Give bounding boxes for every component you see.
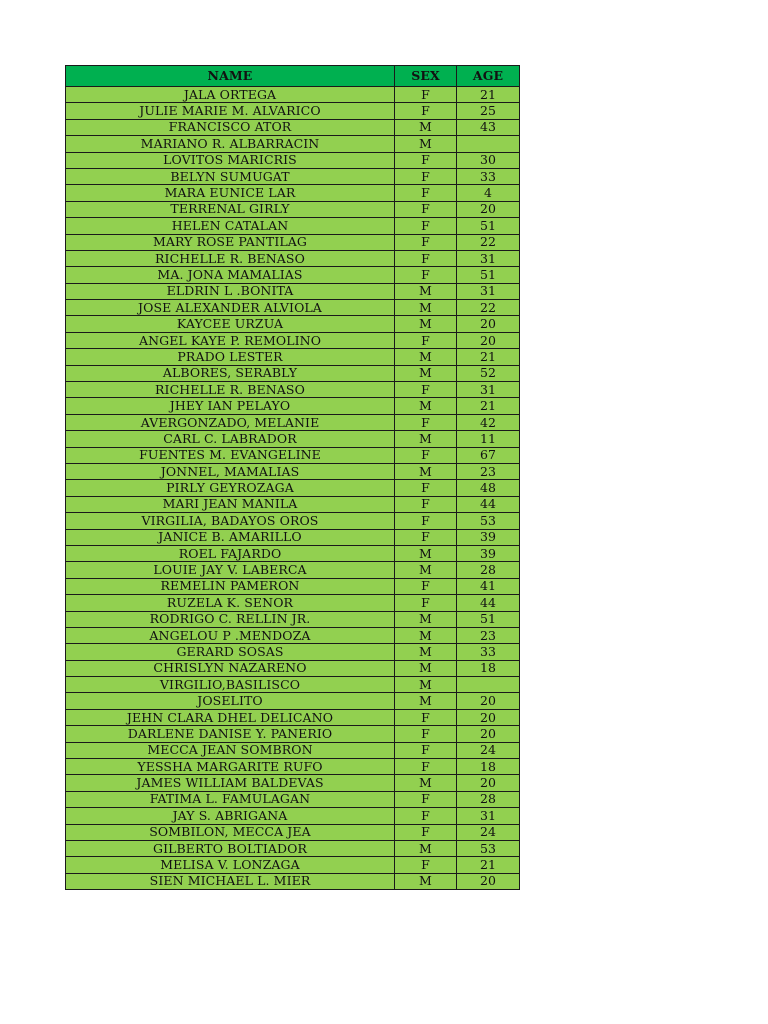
table-row: [66, 562, 520, 578]
table-row: [66, 759, 520, 775]
table-row: [66, 119, 520, 135]
table-row: [66, 660, 520, 676]
age-cell: 28: [457, 791, 520, 807]
table-row: [66, 152, 520, 168]
sex-cell: M: [395, 300, 457, 316]
name-cell: TERRENAL GIRLY: [66, 201, 395, 217]
name-cell: ELDRIN L .BONITA: [66, 283, 395, 299]
age-cell: 39: [457, 545, 520, 561]
table-row: [66, 267, 520, 283]
name-cell: MECCA JEAN SOMBRON: [66, 742, 395, 758]
age-cell: 21: [457, 349, 520, 365]
age-cell: 21: [457, 398, 520, 414]
roster-table: [65, 65, 520, 890]
table-row: [66, 365, 520, 381]
name-cell: DARLENE DANISE Y. PANERIO: [66, 726, 395, 742]
table-row: [66, 742, 520, 758]
age-cell: 51: [457, 218, 520, 234]
age-cell: 4: [457, 185, 520, 201]
name-cell: AVERGONZADO, MELANIE: [66, 414, 395, 430]
sex-cell: F: [395, 218, 457, 234]
age-cell: 23: [457, 627, 520, 643]
age-cell: 18: [457, 759, 520, 775]
sex-cell: F: [395, 185, 457, 201]
name-cell: SIEN MICHAEL L. MIER: [66, 873, 395, 889]
table-row: [66, 677, 520, 693]
name-cell: ANGELOU P .MENDOZA: [66, 627, 395, 643]
name-cell: ALBORES, SERABLY: [66, 365, 395, 381]
sex-cell: M: [395, 660, 457, 676]
sex-cell: F: [395, 578, 457, 594]
name-cell: VIRGILIO,BASILISCO: [66, 677, 395, 693]
sex-cell: F: [395, 447, 457, 463]
age-cell: 31: [457, 250, 520, 266]
name-cell: LOVITOS MARICRIS: [66, 152, 395, 168]
age-cell: 44: [457, 595, 520, 611]
sex-cell: F: [395, 414, 457, 430]
age-cell: 31: [457, 808, 520, 824]
table-row: [66, 316, 520, 332]
age-cell: 21: [457, 857, 520, 873]
table-row: [66, 332, 520, 348]
sex-cell: F: [395, 513, 457, 529]
name-cell: MA. JONA MAMALIAS: [66, 267, 395, 283]
table-row: [66, 808, 520, 824]
age-cell: 30: [457, 152, 520, 168]
sex-cell: M: [395, 119, 457, 135]
age-cell: 33: [457, 168, 520, 184]
table-row: [66, 136, 520, 152]
age-cell: 31: [457, 283, 520, 299]
table-row: [66, 447, 520, 463]
age-cell: 25: [457, 103, 520, 119]
table-row: [66, 168, 520, 184]
age-cell: 52: [457, 365, 520, 381]
table-row: [66, 824, 520, 840]
name-cell: GILBERTO BOLTIADOR: [66, 840, 395, 856]
age-cell: [457, 136, 520, 152]
age-cell: 43: [457, 119, 520, 135]
age-cell: 20: [457, 775, 520, 791]
table-row: [66, 545, 520, 561]
age-cell: 20: [457, 332, 520, 348]
name-cell: JANICE B. AMARILLO: [66, 529, 395, 545]
table-row: [66, 349, 520, 365]
sex-cell: F: [395, 267, 457, 283]
table-row: [66, 480, 520, 496]
table-row: [66, 463, 520, 479]
name-cell: RICHELLE R. BENASO: [66, 382, 395, 398]
name-cell: JEHN CLARA DHEL DELICANO: [66, 709, 395, 725]
name-cell: CHRISLYN NAZARENO: [66, 660, 395, 676]
sex-cell: F: [395, 152, 457, 168]
name-cell: JOSELITO: [66, 693, 395, 709]
name-cell: FUENTES M. EVANGELINE: [66, 447, 395, 463]
table-row: [66, 283, 520, 299]
table-row: [66, 382, 520, 398]
table-row: [66, 595, 520, 611]
age-cell: 31: [457, 382, 520, 398]
table-row: [66, 234, 520, 250]
name-cell: JULIE MARIE M. ALVARICO: [66, 103, 395, 119]
sex-cell: M: [395, 677, 457, 693]
sex-cell: M: [395, 693, 457, 709]
age-cell: 51: [457, 611, 520, 627]
sex-cell: M: [395, 775, 457, 791]
table-row: [66, 857, 520, 873]
sex-cell: M: [395, 316, 457, 332]
sex-cell: M: [395, 873, 457, 889]
table-row: [66, 431, 520, 447]
table-row: [66, 218, 520, 234]
table-row: [66, 201, 520, 217]
sex-cell: M: [395, 365, 457, 381]
sex-cell: M: [395, 644, 457, 660]
roster-body: [66, 87, 520, 890]
name-cell: SOMBILON, MECCA JEA: [66, 824, 395, 840]
table-row: [66, 398, 520, 414]
age-cell: 42: [457, 414, 520, 430]
age-cell: 11: [457, 431, 520, 447]
name-cell: REMELIN PAMERON: [66, 578, 395, 594]
age-cell: 20: [457, 709, 520, 725]
sex-cell: F: [395, 808, 457, 824]
age-cell: 53: [457, 840, 520, 856]
name-column-header: NAME: [66, 66, 395, 87]
name-cell: JAMES WILLIAM BALDEVAS: [66, 775, 395, 791]
age-cell: 53: [457, 513, 520, 529]
header-row: [66, 66, 520, 87]
sex-cell: F: [395, 595, 457, 611]
age-cell: 20: [457, 316, 520, 332]
age-cell: 18: [457, 660, 520, 676]
name-cell: RICHELLE R. BENASO: [66, 250, 395, 266]
age-cell: 20: [457, 726, 520, 742]
name-cell: JHEY IAN PELAYO: [66, 398, 395, 414]
name-cell: FATIMA L. FAMULAGAN: [66, 791, 395, 807]
sex-cell: F: [395, 201, 457, 217]
sex-cell: F: [395, 726, 457, 742]
age-cell: 33: [457, 644, 520, 660]
table-row: [66, 496, 520, 512]
sex-cell: F: [395, 742, 457, 758]
sex-cell: M: [395, 840, 457, 856]
name-cell: RUZELA K. SENOR: [66, 595, 395, 611]
sex-cell: F: [395, 87, 457, 103]
table-row: [66, 840, 520, 856]
sex-cell: M: [395, 136, 457, 152]
age-cell: 22: [457, 300, 520, 316]
table-row: [66, 513, 520, 529]
age-cell: 20: [457, 201, 520, 217]
sex-cell: F: [395, 759, 457, 775]
name-cell: VIRGILIA, BADAYOS OROS: [66, 513, 395, 529]
sex-cell: M: [395, 283, 457, 299]
sex-cell: F: [395, 168, 457, 184]
name-cell: CARL C. LABRADOR: [66, 431, 395, 447]
sex-cell: M: [395, 611, 457, 627]
table-row: [66, 644, 520, 660]
sex-cell: F: [395, 250, 457, 266]
name-cell: LOUIE JAY V. LABERCA: [66, 562, 395, 578]
name-cell: MARI JEAN MANILA: [66, 496, 395, 512]
name-cell: JALA ORTEGA: [66, 87, 395, 103]
name-cell: MELISA V. LONZAGA: [66, 857, 395, 873]
name-cell: MARA EUNICE LAR: [66, 185, 395, 201]
age-cell: 67: [457, 447, 520, 463]
table-row: [66, 775, 520, 791]
age-cell: 28: [457, 562, 520, 578]
sex-cell: F: [395, 709, 457, 725]
table-row: [66, 709, 520, 725]
name-cell: FRANCISCO ATOR: [66, 119, 395, 135]
age-cell: [457, 677, 520, 693]
age-cell: 22: [457, 234, 520, 250]
name-cell: MARY ROSE PANTILAG: [66, 234, 395, 250]
name-cell: RODRIGO C. RELLIN JR.: [66, 611, 395, 627]
age-cell: 21: [457, 87, 520, 103]
name-cell: JOSE ALEXANDER ALVIOLA: [66, 300, 395, 316]
table-row: [66, 529, 520, 545]
sex-cell: M: [395, 545, 457, 561]
sex-cell: F: [395, 529, 457, 545]
table-row: [66, 250, 520, 266]
age-cell: 39: [457, 529, 520, 545]
name-cell: JONNEL, MAMALIAS: [66, 463, 395, 479]
age-cell: 24: [457, 824, 520, 840]
sex-cell: F: [395, 496, 457, 512]
sex-cell: F: [395, 103, 457, 119]
table-row: [66, 578, 520, 594]
sex-column-header: SEX: [395, 66, 457, 87]
sex-cell: F: [395, 824, 457, 840]
name-cell: BELYN SUMUGAT: [66, 168, 395, 184]
age-cell: 24: [457, 742, 520, 758]
age-cell: 51: [457, 267, 520, 283]
sex-cell: M: [395, 431, 457, 447]
table-row: [66, 627, 520, 643]
sex-cell: M: [395, 349, 457, 365]
table-row: [66, 873, 520, 889]
table-row: [66, 87, 520, 103]
age-cell: 44: [457, 496, 520, 512]
sex-cell: F: [395, 791, 457, 807]
name-cell: PIRLY GEYROZAGA: [66, 480, 395, 496]
table-row: [66, 300, 520, 316]
age-column-header: AGE: [457, 66, 520, 87]
sex-cell: F: [395, 382, 457, 398]
table-row: [66, 611, 520, 627]
table-row: [66, 726, 520, 742]
sex-cell: M: [395, 398, 457, 414]
sex-cell: F: [395, 480, 457, 496]
name-cell: GERARD SOSAS: [66, 644, 395, 660]
age-cell: 20: [457, 873, 520, 889]
sex-cell: M: [395, 463, 457, 479]
table-row: [66, 693, 520, 709]
name-cell: ANGEL KAYE P. REMOLINO: [66, 332, 395, 348]
name-cell: YESSHA MARGARITE RUFO: [66, 759, 395, 775]
age-cell: 20: [457, 693, 520, 709]
sex-cell: F: [395, 332, 457, 348]
table-row: [66, 103, 520, 119]
age-cell: 48: [457, 480, 520, 496]
table-row: [66, 185, 520, 201]
age-cell: 23: [457, 463, 520, 479]
age-cell: 41: [457, 578, 520, 594]
sex-cell: M: [395, 562, 457, 578]
name-cell: JAY S. ABRIGANA: [66, 808, 395, 824]
sex-cell: F: [395, 857, 457, 873]
sex-cell: F: [395, 234, 457, 250]
name-cell: HELEN CATALAN: [66, 218, 395, 234]
name-cell: MARIANO R. ALBARRACIN: [66, 136, 395, 152]
name-cell: PRADO LESTER: [66, 349, 395, 365]
table-row: [66, 414, 520, 430]
table-row: [66, 791, 520, 807]
name-cell: KAYCEE URZUA: [66, 316, 395, 332]
name-cell: ROEL FAJARDO: [66, 545, 395, 561]
sex-cell: M: [395, 627, 457, 643]
